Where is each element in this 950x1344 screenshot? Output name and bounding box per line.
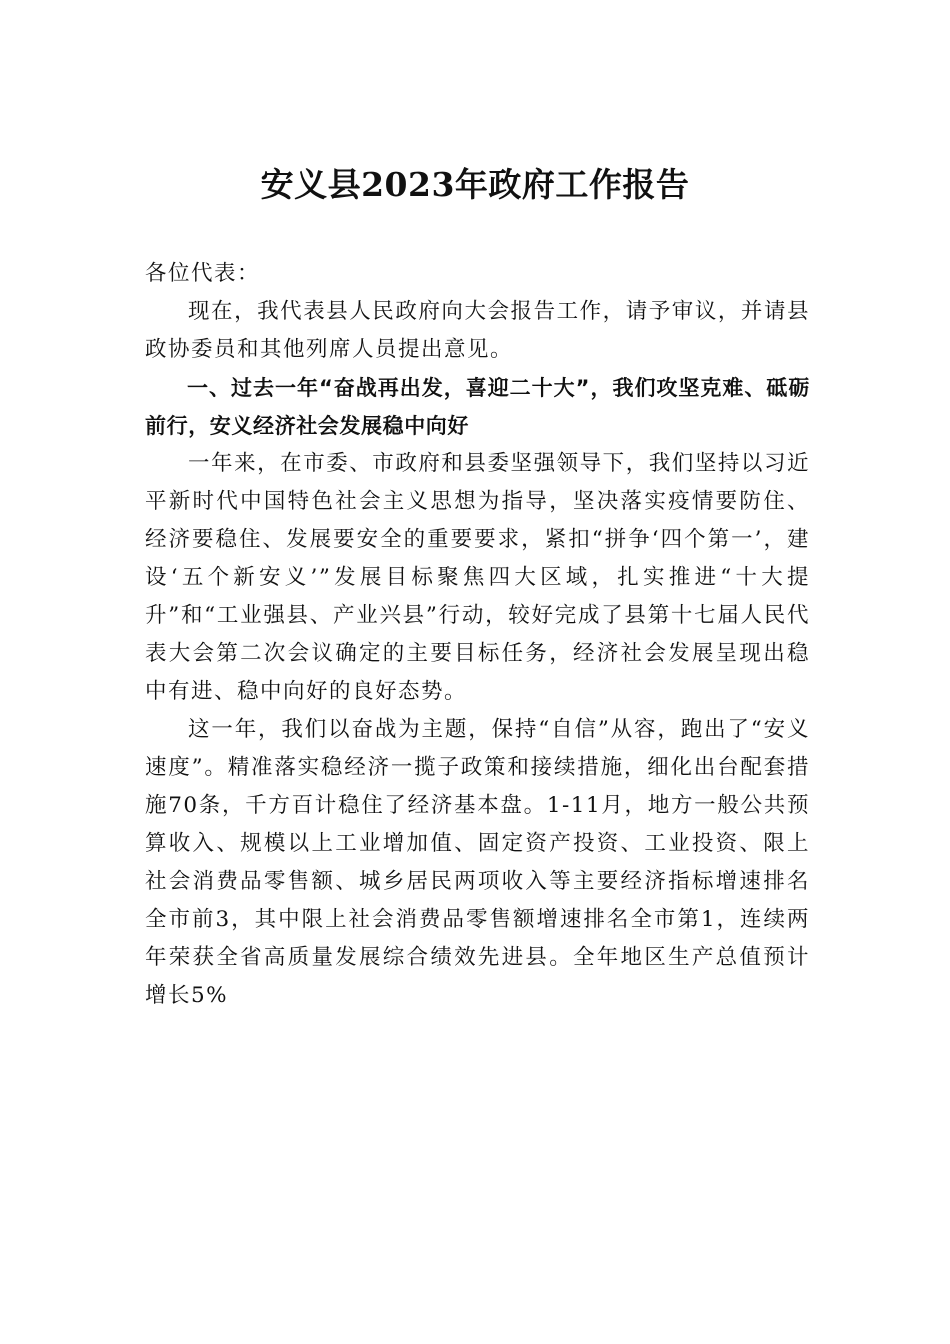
section-heading: 一、过去一年“奋战再出发，喜迎二十大”，我们攻坚克难、砥砺前行，安义经济社会发展稳中向好 bbox=[145, 376, 810, 438]
section-paragraph: 这一年，我们以奋战为主题，保持“自信”从容，跑出了“安义速度”。精准落实稳经济一揽子政策和接续措施，细化出台配套措施70条，千方百计稳住了经济基本盘。1-11月，地方一般公共预算收入、规模以上工业增加值、固定资产投资、工业投资、限上社会消费品零售额、城乡居民两项收入等主要经济指标增速排名全市前3，其中限上社会消费品零售额增速排名全市第1，连续两年荣获全省高质量发展综合绩效先进县。全年地区生产总值预计增长5% bbox=[145, 717, 810, 1008]
intro-paragraph: 现在，我代表县人民政府向大会报告工作，请予审议，并请县政协委员和其他列席人员提出意见。 bbox=[145, 299, 810, 362]
section-paragraph: 一年来，在市委、市政府和县委坚强领导下，我们坚持以习近平新时代中国特色社会主义思想为指导，坚决落实疫情要防住、经济要稳住、发展要安全的重要要求，紧扣“拼争‘四个第一’，建设‘五个新安义’”发展目标聚焦四大区域，扎实推进“十大提升”和“工业强县、产业兴县”行动，较好完成了县第十七届人民代表大会第二次会议确定的主要目标任务，经济社会发展呈现出稳中有进、稳中向好的良好态势。 bbox=[145, 451, 810, 704]
document-body bbox=[145, 255, 810, 1015]
salutation: 各位代表： bbox=[145, 261, 261, 286]
document-title: 安义县2023年政府工作报告 bbox=[260, 165, 690, 204]
